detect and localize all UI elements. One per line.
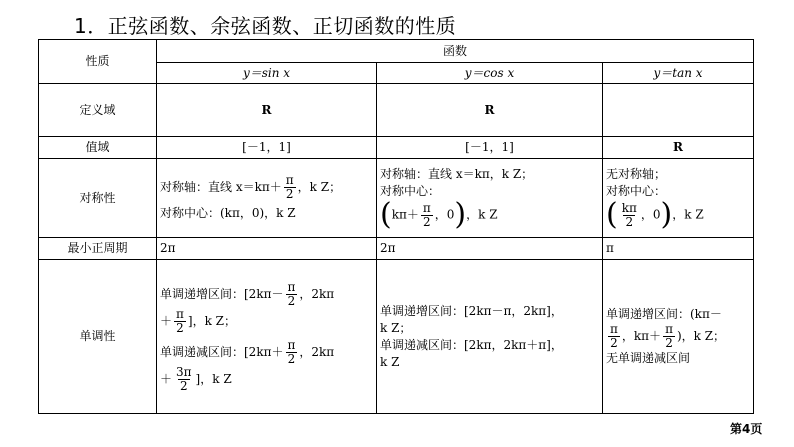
domain-sin: R	[157, 84, 377, 137]
cos-center-text-a: kπ＋	[391, 207, 419, 222]
fraction-denominator: 2	[287, 351, 296, 366]
table-row-monotonicity	[39, 260, 754, 414]
fraction-pi-over-2	[608, 323, 620, 350]
header-cos: y＝cos x	[377, 63, 603, 84]
cos-center-line	[380, 197, 602, 232]
domain-cos: R	[377, 84, 603, 137]
period-tan: π	[603, 238, 754, 260]
tan-center-text-c: ，k Z	[672, 207, 704, 222]
fraction-numerator: kπ	[621, 200, 637, 215]
fraction-denominator: 2	[287, 293, 296, 308]
fraction-numerator: π	[287, 337, 296, 352]
symmetry-tan	[603, 159, 754, 238]
fraction-numerator: π	[285, 173, 294, 187]
fraction-pi-over-2	[284, 174, 296, 201]
sin-inc-line-2	[160, 308, 376, 335]
sin-inc-text-b: ，2kπ	[299, 286, 335, 301]
cos-dec-k: k Z	[380, 354, 400, 369]
fraction-numerator: π	[610, 322, 618, 336]
fraction-denominator: 2	[176, 320, 184, 335]
properties-table	[38, 39, 754, 414]
right-paren: )	[454, 197, 467, 232]
tan-inc-text-b: ，kπ＋	[621, 329, 662, 343]
header-sin: y＝sin x	[157, 63, 377, 84]
period-cos: 2π	[377, 238, 603, 260]
fraction-pi-over-2	[663, 323, 675, 350]
header-function: 函数	[157, 40, 754, 63]
symmetry-cos	[377, 159, 603, 238]
tan-axis-text: 无对称轴；	[606, 167, 667, 181]
cos-axis-text: 对称轴：直线 x＝kπ，k Z；	[380, 167, 534, 181]
fraction-denominator: 2	[625, 214, 634, 229]
label-domain: 定义域	[39, 84, 157, 137]
right-paren: )	[660, 197, 673, 232]
tan-inc-line-2	[606, 323, 753, 350]
monotonicity-sin	[157, 260, 377, 414]
fraction-denominator: 2	[423, 214, 431, 229]
left-paren: (	[380, 197, 392, 232]
tan-inc-line-1: 单调递增区间：(kπ－	[606, 307, 722, 321]
cos-dec-text: 单调递减区间：[2kπ，2kπ＋π]，	[380, 337, 563, 352]
fraction-numerator: π	[287, 279, 296, 294]
range-tan: R	[603, 137, 754, 159]
section-title: 1．正弦函数、余弦函数、正切函数的性质	[74, 14, 457, 38]
table-row-range	[39, 137, 754, 159]
fraction-numerator: π	[176, 306, 184, 321]
sin-dec-line-1	[160, 339, 376, 366]
table-row-domain	[39, 84, 754, 137]
label-period: 最小正周期	[39, 238, 157, 260]
tan-center-label: 对称中心：	[606, 184, 667, 198]
sin-dec-text-a: 单调递减区间：[2kπ＋	[160, 344, 284, 359]
fraction-pi-over-2	[285, 281, 297, 308]
fraction-denominator: 2	[179, 378, 188, 393]
table-header-row	[39, 40, 754, 63]
sin-center-text: 对称中心：(kπ，0)，k Z	[160, 206, 296, 220]
cos-inc-k: k Z；	[380, 320, 412, 335]
sin-inc-line-1	[160, 281, 376, 308]
sin-dec-text-c: ＋	[160, 371, 173, 386]
fraction-denominator: 2	[285, 187, 294, 201]
fraction-pi-over-2	[285, 339, 297, 366]
cos-inc-text: 单调递增区间：[2kπ－π，2kπ]，	[380, 303, 563, 318]
page-number: 第4页	[730, 422, 763, 436]
cos-center-label: 对称中心：	[380, 184, 441, 198]
sin-axis-text: 对称轴：直线 x＝kπ＋	[160, 180, 282, 194]
cos-center-text-b: ，0	[434, 207, 455, 222]
tan-inc-text-c: )，k Z；	[676, 329, 726, 343]
fraction-numerator: 3π	[176, 364, 192, 379]
fraction-3pi-over-2	[174, 366, 194, 393]
range-sin: [－1，1]	[157, 137, 377, 159]
cos-center-text-c: ，k Z	[466, 207, 498, 222]
tan-center-line	[606, 197, 753, 232]
tan-dec-text: 无单调递减区间	[606, 351, 691, 365]
sin-axis-suffix: ，k Z；	[297, 180, 342, 194]
sin-inc-text-d: ]，k Z；	[187, 313, 237, 328]
label-monotonicity: 单调性	[39, 260, 157, 414]
header-property: 性质	[39, 40, 157, 84]
range-cos: [－1，1]	[377, 137, 603, 159]
sin-dec-line-2	[160, 366, 376, 393]
sin-dec-text-d: ]，k Z	[195, 371, 232, 386]
table-row-symmetry	[39, 159, 754, 238]
domain-tan	[603, 84, 754, 137]
fraction-numerator: π	[665, 322, 673, 336]
monotonicity-cos	[377, 260, 603, 414]
table-row-period	[39, 238, 754, 260]
label-symmetry: 对称性	[39, 159, 157, 238]
fraction-pi-over-2	[421, 202, 433, 229]
symmetry-sin	[157, 159, 377, 238]
sin-dec-text-b: ，2kπ	[299, 344, 335, 359]
tan-center-text-b: ，0	[640, 207, 661, 222]
period-sin: 2π	[157, 238, 377, 260]
fraction-denominator: 2	[665, 336, 673, 350]
label-range: 值域	[39, 137, 157, 159]
fraction-numerator: π	[422, 200, 431, 215]
sin-inc-text-a: 单调递增区间：[2kπ－	[160, 286, 284, 301]
fraction-pi-over-2	[174, 308, 186, 335]
sin-axis-line	[160, 174, 376, 201]
fraction-kpi-over-2	[620, 202, 639, 229]
header-tan: y＝tan x	[603, 63, 754, 84]
sin-inc-text-c: ＋	[160, 313, 173, 328]
monotonicity-tan	[603, 260, 754, 414]
left-paren: (	[606, 197, 618, 232]
fraction-denominator: 2	[610, 336, 618, 350]
